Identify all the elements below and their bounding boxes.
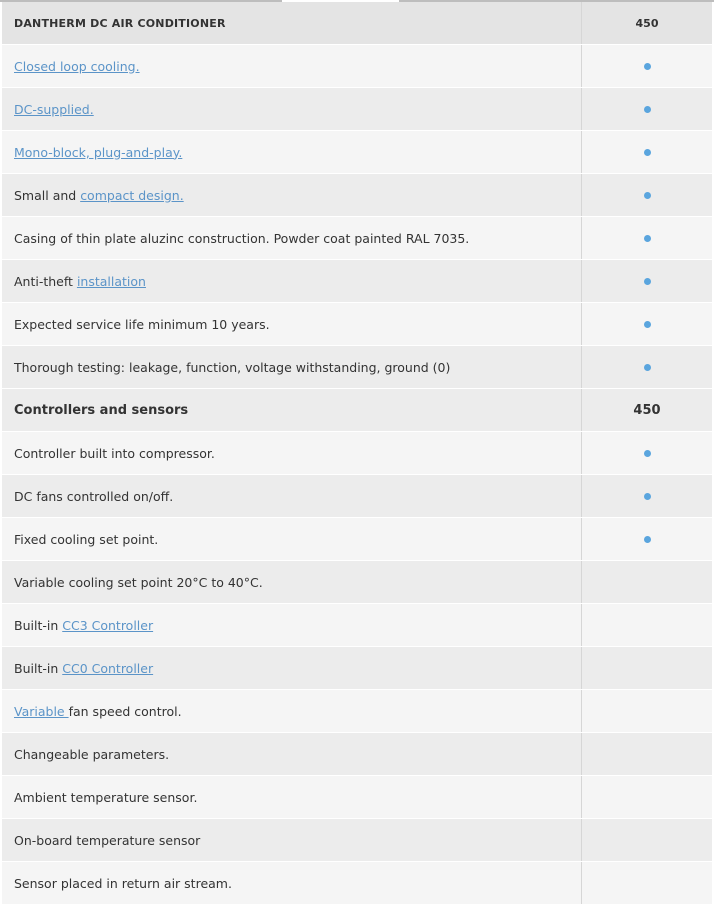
row-link[interactable]: installation <box>76 273 146 289</box>
row-label <box>2 604 582 646</box>
table-row <box>2 604 712 647</box>
section-model-value: 450 <box>633 402 661 418</box>
row-text: Variable cooling set point 20°C to 40°C. <box>14 574 263 590</box>
row-value <box>582 303 712 345</box>
row-value <box>582 518 712 560</box>
row-label <box>2 862 582 904</box>
header-label: DANTHERM DC AIR CONDITIONER <box>2 2 582 44</box>
row-link[interactable]: CC0 Controller <box>62 660 154 676</box>
row-value <box>582 819 712 861</box>
row-link[interactable]: Closed loop cooling. <box>14 58 140 74</box>
table-row <box>2 217 712 260</box>
row-link[interactable]: CC3 Controller <box>62 617 154 633</box>
row-value <box>582 776 712 818</box>
row-label <box>2 346 582 388</box>
table-row <box>2 45 712 88</box>
bullet-dot-icon <box>644 278 651 285</box>
row-link[interactable]: Mono-block, plug-and-play. <box>14 144 183 160</box>
row-text: Built-in <box>14 660 63 676</box>
row-value <box>582 45 712 87</box>
row-label <box>2 131 582 173</box>
table-row <box>2 260 712 303</box>
row-text: Thorough testing: leakage, function, voltage withstanding, ground (0) <box>14 359 451 375</box>
row-text: Anti-theft <box>14 273 77 289</box>
controllers-group <box>2 432 712 905</box>
row-label <box>2 518 582 560</box>
row-text: Changeable parameters. <box>14 746 170 762</box>
table-row <box>2 518 712 561</box>
row-text: Built-in <box>14 617 63 633</box>
bullet-dot-icon <box>644 63 651 70</box>
row-text: Expected service life minimum 10 years. <box>14 316 270 332</box>
row-label <box>2 432 582 474</box>
bullet-dot-icon <box>644 149 651 156</box>
row-label <box>2 260 582 302</box>
header-model-value: 450 <box>635 16 659 30</box>
section-row-controllers <box>2 389 712 432</box>
row-value <box>582 88 712 130</box>
row-link[interactable]: Variable <box>14 703 69 719</box>
row-value <box>582 647 712 689</box>
row-label <box>2 217 582 259</box>
table-row <box>2 131 712 174</box>
bullet-dot-icon <box>644 192 651 199</box>
row-text: On-board temperature sensor <box>14 832 201 848</box>
table-row <box>2 647 712 690</box>
row-label <box>2 561 582 603</box>
row-value <box>582 217 712 259</box>
features-group <box>2 45 712 389</box>
table-row <box>2 561 712 604</box>
row-value <box>582 690 712 732</box>
row-value <box>582 862 712 904</box>
table-row <box>2 346 712 389</box>
row-value <box>582 432 712 474</box>
row-value <box>582 174 712 216</box>
row-label <box>2 819 582 861</box>
row-text: Ambient temperature sensor. <box>14 789 198 805</box>
bullet-dot-icon <box>644 364 651 371</box>
row-link[interactable]: compact design. <box>80 187 184 203</box>
row-value <box>582 260 712 302</box>
row-text: Fixed cooling set point. <box>14 531 159 547</box>
table-header-row <box>2 2 712 45</box>
row-value <box>582 475 712 517</box>
bullet-dot-icon <box>644 450 651 457</box>
table-row <box>2 432 712 475</box>
table-row <box>2 88 712 131</box>
bullet-dot-icon <box>644 321 651 328</box>
row-value <box>582 733 712 775</box>
row-label <box>2 88 582 130</box>
row-text: Sensor placed in return air stream. <box>14 875 232 891</box>
row-label <box>2 303 582 345</box>
row-label <box>2 647 582 689</box>
table-row <box>2 733 712 776</box>
section-label: Controllers and sensors <box>2 389 582 431</box>
row-label <box>2 733 582 775</box>
table-row <box>2 174 712 217</box>
row-label <box>2 690 582 732</box>
row-text: Casing of thin plate aluzinc construction. Powder coat painted RAL 7035. <box>14 230 470 246</box>
row-value <box>582 346 712 388</box>
table-row <box>2 776 712 819</box>
table-row <box>2 475 712 518</box>
row-value <box>582 131 712 173</box>
row-label <box>2 475 582 517</box>
row-text: DC fans controlled on/off. <box>14 488 174 504</box>
table-row <box>2 819 712 862</box>
row-text: Small and <box>14 187 81 203</box>
row-text: Controller built into compressor. <box>14 445 215 461</box>
bullet-dot-icon <box>644 493 651 500</box>
bullet-dot-icon <box>644 536 651 543</box>
table-row <box>2 862 712 905</box>
row-link[interactable]: DC-supplied. <box>14 101 94 117</box>
row-value <box>582 604 712 646</box>
table-row <box>2 690 712 733</box>
feature-table <box>2 2 712 905</box>
bullet-dot-icon <box>644 106 651 113</box>
row-label <box>2 776 582 818</box>
table-row <box>2 303 712 346</box>
row-value <box>582 561 712 603</box>
row-text: fan speed control. <box>68 703 182 719</box>
bullet-dot-icon <box>644 235 651 242</box>
row-label <box>2 174 582 216</box>
row-label <box>2 45 582 87</box>
